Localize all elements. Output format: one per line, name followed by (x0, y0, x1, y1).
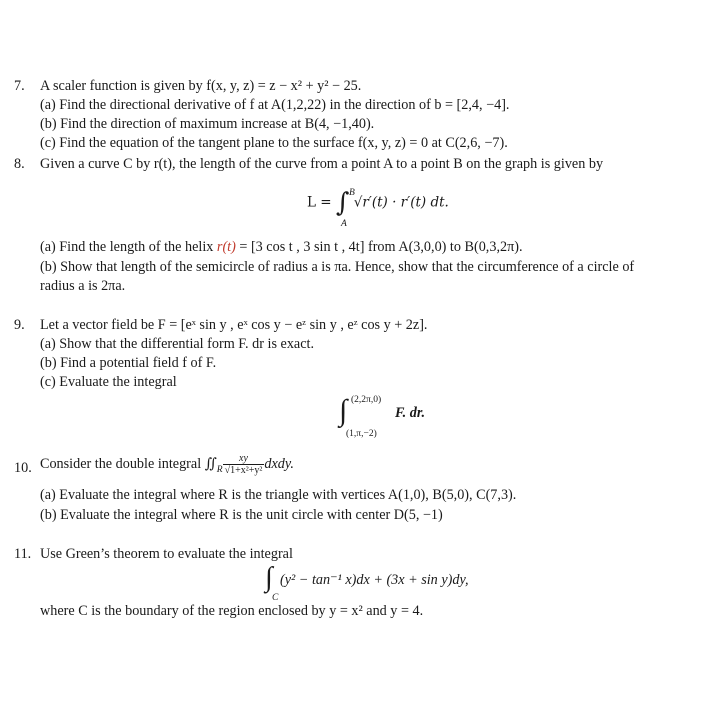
formula-upper-limit: B (349, 188, 355, 198)
q8-part-a-prefix: (a) Find the length of the helix (40, 239, 217, 255)
formula-lhs: L = (307, 194, 332, 211)
q8-part-a (40, 238, 523, 257)
arc-length-formula (307, 190, 449, 216)
q7-stem: A scaler function is given by f(x, y, z) = z − x² + y² − 25. (40, 78, 362, 94)
line-integral-lower-limit: (1,π,−2) (346, 429, 377, 439)
helix-vector-function: r(t) (216, 239, 236, 255)
green-integral-contour: C (272, 593, 279, 603)
q10-part-a: (a) Evaluate the integral where R is the triangle with vertices A(1,0), B(5,0), C(7,3). (40, 487, 517, 503)
green-integral-sign: ∫ (265, 562, 273, 593)
q8-number: 8. (14, 156, 25, 172)
q7-number: 7. (14, 78, 25, 94)
q8-part-b-line1: (b) Show that length of the semicircle of radius a is πa. Hence, show that the circumference of a circle of (40, 259, 635, 275)
integral-sign: ∫ (335, 188, 350, 218)
q11-number: 11. (14, 546, 32, 562)
q10-stem-text: Consider the double integral (40, 456, 202, 472)
q7-part-b: (b) Find the direction of maximum increase at B(4, −1,40). (40, 116, 375, 132)
integrand-denominator: √1+x²+y² (224, 465, 263, 477)
q8-stem: Given a curve C by r(t), the length of the curve from a point A to a point B on the graph is given by (40, 156, 604, 172)
q11-where: where C is the boundary of the region enclosed by y = x² and y = 4. (40, 603, 424, 619)
region-label: R (216, 464, 223, 475)
q10-stem (40, 452, 294, 482)
q9-part-a: (a) Show that the differential form F. dr is exact. (40, 336, 314, 352)
line-integral-upper-limit: (2,2π,0) (351, 395, 382, 405)
formula-body: √r′(t) · r′(t) dt. (353, 194, 449, 211)
double-integral-sign: ∬ (204, 456, 217, 472)
formula-lower-limit: A (341, 219, 347, 229)
line-integral-sign: ∫ (339, 394, 348, 427)
q10-differentials: dxdy. (264, 456, 294, 472)
q9-part-b: (b) Find a potential field f of F. (40, 355, 217, 371)
q9-number: 9. (14, 317, 25, 333)
q7-part-c: (c) Find the equation of the tangent plane to the surface f(x, y, z) = 0 at C(2,6, −7). (40, 135, 508, 151)
q11-stem: Use Green’s theorem to evaluate the integral (40, 546, 293, 562)
line-integral-body: F. dr. (395, 405, 426, 421)
integrand-fraction (223, 453, 265, 476)
q7-part-a: (a) Find the directional derivative of f at A(1,2,22) in the direction of b = [2,4, −4]. (40, 97, 510, 113)
integrand-numerator: xy (223, 453, 265, 465)
green-integral-body: (y² − tan⁻¹ x)dx + (3x + sin y)dy, (280, 572, 469, 588)
q10-part-b: (b) Evaluate the integral where R is the unit circle with center D(5, −1) (40, 507, 443, 523)
q8-part-a-suffix: = [3 cos t , 3 sin t , 4t] from A(3,0,0) to B(0,3,2π). (235, 239, 523, 255)
q8-part-b-line2: radius a is 2πa. (40, 278, 126, 294)
q10-number: 10. (14, 460, 32, 476)
q9-stem: Let a vector field be F = [eˣ sin y , eˣ cos y − eᶻ sin y , eᶻ cos y + 2z]. (40, 317, 428, 333)
q9-part-c: (c) Evaluate the integral (40, 374, 177, 390)
